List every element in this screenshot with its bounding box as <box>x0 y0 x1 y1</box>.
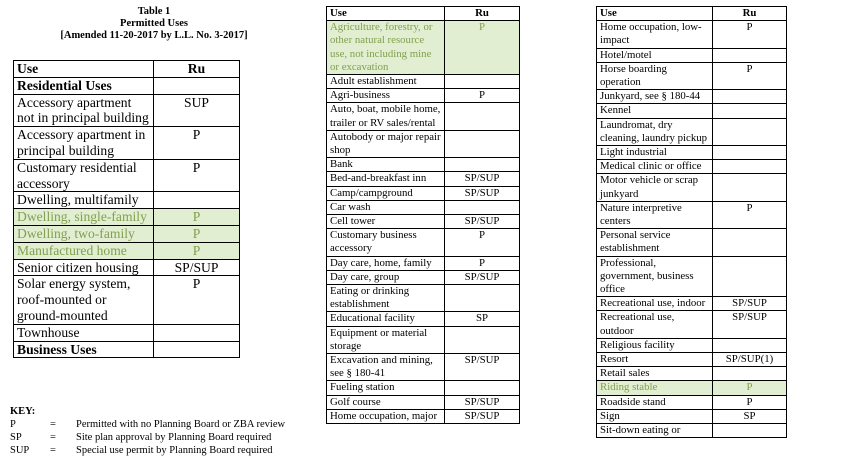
table-row <box>327 21 520 75</box>
key-equals: = <box>50 419 56 430</box>
ru-cell: SP <box>713 409 787 423</box>
use-cell: Riding stable <box>597 381 713 395</box>
table-row <box>327 270 520 284</box>
ru-cell: SP/SUP(1) <box>713 353 787 367</box>
ru-cell <box>445 200 520 214</box>
header-row <box>597 7 787 21</box>
key-row-sp <box>10 431 285 444</box>
table-row <box>14 192 240 209</box>
table-row <box>597 353 787 367</box>
table-row <box>597 256 787 297</box>
header-use: Use <box>327 7 445 21</box>
ru-cell <box>154 341 240 358</box>
ru-cell <box>445 130 520 157</box>
key-description: Special use permit by Planning Board required <box>76 445 273 456</box>
use-cell: Fueling station <box>327 381 445 395</box>
ru-cell <box>713 424 787 438</box>
use-cell: Horse boarding operation <box>597 62 713 89</box>
ru-cell: SP/SUP <box>713 311 787 338</box>
ru-cell: P <box>154 127 240 160</box>
header-use: Use <box>14 61 154 78</box>
permitted-uses-table-1 <box>13 60 240 358</box>
ru-cell: P <box>713 201 787 228</box>
table-title: Table 1 <box>137 6 171 17</box>
ru-cell <box>154 192 240 209</box>
key-description: Site plan approval by Planning Board required <box>76 432 272 443</box>
table-row <box>327 215 520 229</box>
ru-cell: P <box>154 225 240 242</box>
ru-cell <box>713 229 787 256</box>
ru-cell <box>713 104 787 118</box>
use-cell: Auto, boat, mobile home, trailer or RV sales/rental <box>327 103 445 130</box>
table-row <box>327 381 520 395</box>
use-cell: Sit-down eating or <box>597 424 713 438</box>
use-cell: Car wash <box>327 200 445 214</box>
use-cell: Camp/campground <box>327 186 445 200</box>
table-row <box>597 311 787 338</box>
ru-cell: SP/SUP <box>445 354 520 381</box>
section-label: Residential Uses <box>14 77 154 94</box>
use-cell: Home occupation, major <box>327 409 445 423</box>
table-row <box>597 146 787 160</box>
ru-cell: SUP <box>154 94 240 127</box>
table-row <box>14 276 240 324</box>
ru-cell <box>713 118 787 145</box>
use-cell: Retail sales <box>597 367 713 381</box>
legend-key <box>10 405 285 457</box>
use-cell: Equipment or material storage <box>327 326 445 353</box>
use-cell: Bank <box>327 158 445 172</box>
ru-cell: SP/SUP <box>713 297 787 311</box>
ru-cell: SP/SUP <box>445 270 520 284</box>
table-row <box>14 94 240 127</box>
header-row <box>327 7 520 21</box>
use-cell: Motor vehicle or scrap junkyard <box>597 174 713 201</box>
table-row <box>597 338 787 352</box>
use-cell: Customary business accessory <box>327 229 445 256</box>
use-cell: Day care, group <box>327 270 445 284</box>
ru-cell <box>445 75 520 89</box>
use-cell: Personal service establishment <box>597 229 713 256</box>
use-cell: Excavation and mining, see § 180-41 <box>327 354 445 381</box>
ru-cell: SP/SUP <box>445 172 520 186</box>
table-row <box>597 229 787 256</box>
use-cell: Manufactured home <box>14 242 154 259</box>
table-row <box>597 104 787 118</box>
use-cell: Kennel <box>597 104 713 118</box>
use-cell: Hotel/motel <box>597 48 713 62</box>
amendment-note: [Amended 11-20-2017 by L.L. No. 3-2017] <box>60 30 248 41</box>
ru-cell <box>445 158 520 172</box>
table-row <box>327 409 520 423</box>
ru-cell <box>445 381 520 395</box>
table-row <box>597 409 787 423</box>
table-row <box>327 158 520 172</box>
header-use: Use <box>597 7 713 21</box>
ru-cell: P <box>713 381 787 395</box>
use-cell: Educational facility <box>327 312 445 326</box>
use-cell: Senior citizen housing <box>14 259 154 276</box>
use-cell: Home occupation, low-impact <box>597 21 713 48</box>
ru-cell <box>713 90 787 104</box>
use-cell: Accessory apartment in principal building <box>14 127 154 160</box>
ru-cell: P <box>154 159 240 192</box>
table-row <box>14 225 240 242</box>
use-cell: Light industrial <box>597 146 713 160</box>
use-cell: Roadside stand <box>597 395 713 409</box>
table-row <box>327 186 520 200</box>
use-cell: Medical clinic or office <box>597 160 713 174</box>
header-ru: Ru <box>713 7 787 21</box>
use-cell: Laundromat, dry cleaning, laundry pickup <box>597 118 713 145</box>
table-row <box>597 201 787 228</box>
table-row <box>327 285 520 312</box>
section-label: Business Uses <box>14 341 154 358</box>
ru-cell: SP/SUP <box>445 395 520 409</box>
ru-cell <box>713 174 787 201</box>
ru-cell: SP/SUP <box>445 409 520 423</box>
key-code: SUP <box>10 445 30 456</box>
key-title: KEY: <box>10 406 36 417</box>
ru-cell <box>713 160 787 174</box>
use-cell: Adult establishment <box>327 75 445 89</box>
ru-cell: P <box>154 242 240 259</box>
table-row <box>327 395 520 409</box>
ru-cell: P <box>445 229 520 256</box>
key-equals: = <box>50 445 56 456</box>
use-cell: Religious facility <box>597 338 713 352</box>
table-row <box>327 130 520 157</box>
table-row <box>327 75 520 89</box>
table-row <box>597 90 787 104</box>
use-cell: Resort <box>597 353 713 367</box>
table-row <box>327 172 520 186</box>
use-cell: Customary residential accessory <box>14 159 154 192</box>
ru-cell <box>713 48 787 62</box>
ru-cell: SP/SUP <box>445 215 520 229</box>
ru-cell: P <box>445 256 520 270</box>
table-row <box>14 159 240 192</box>
table-row <box>14 259 240 276</box>
key-description: Permitted with no Planning Board or ZBA review <box>76 419 286 430</box>
ru-cell: P <box>713 21 787 48</box>
table-row <box>597 160 787 174</box>
table-row <box>597 118 787 145</box>
use-cell: Recreational use, outdoor <box>597 311 713 338</box>
ru-cell <box>713 146 787 160</box>
header-ru: Ru <box>154 61 240 78</box>
use-cell: Townhouse <box>14 324 154 341</box>
table-row <box>597 174 787 201</box>
table-row <box>327 200 520 214</box>
ru-cell: P <box>154 209 240 226</box>
use-cell: Day care, home, family <box>327 256 445 270</box>
use-cell: Autobody or major repair shop <box>327 130 445 157</box>
ru-cell: P <box>445 89 520 103</box>
use-cell: Dwelling, two-family <box>14 225 154 242</box>
use-cell: Solar energy system, roof-mounted or ground-mounted <box>14 276 154 324</box>
ru-cell: P <box>713 395 787 409</box>
ru-cell <box>445 285 520 312</box>
use-cell: Accessory apartment not in principal building <box>14 94 154 127</box>
use-cell: Eating or drinking establishment <box>327 285 445 312</box>
use-cell: Nature interpretive centers <box>597 201 713 228</box>
use-cell: Recreational use, indoor <box>597 297 713 311</box>
use-cell: Dwelling, single-family <box>14 209 154 226</box>
table-row <box>14 127 240 160</box>
table-heading <box>20 6 288 42</box>
table-row <box>597 21 787 48</box>
ru-cell <box>713 367 787 381</box>
use-cell: Agriculture, forestry, or other natural resource use, not including mine or excavation <box>327 21 445 75</box>
key-row-p <box>10 418 285 431</box>
table-row <box>597 424 787 438</box>
ru-cell <box>713 338 787 352</box>
use-cell: Sign <box>597 409 713 423</box>
ru-cell: P <box>154 276 240 324</box>
table-row <box>14 324 240 341</box>
use-cell: Dwelling, multifamily <box>14 192 154 209</box>
table-row <box>597 48 787 62</box>
ru-cell: P <box>713 62 787 89</box>
key-equals: = <box>50 432 56 443</box>
use-cell: Junkyard, see § 180-44 <box>597 90 713 104</box>
ru-cell <box>154 324 240 341</box>
section-row <box>14 341 240 358</box>
key-code: P <box>10 419 16 430</box>
ru-cell <box>445 326 520 353</box>
table-row <box>597 381 787 395</box>
use-cell: Cell tower <box>327 215 445 229</box>
key-row-sup <box>10 444 285 457</box>
header-row <box>14 61 240 78</box>
table-row <box>327 354 520 381</box>
table-row <box>597 297 787 311</box>
table-row <box>597 62 787 89</box>
section-row <box>14 77 240 94</box>
table-row <box>597 395 787 409</box>
table-row <box>327 103 520 130</box>
ru-cell <box>713 256 787 297</box>
header-ru: Ru <box>445 7 520 21</box>
ru-cell: P <box>445 21 520 75</box>
ru-cell <box>445 103 520 130</box>
use-cell: Golf course <box>327 395 445 409</box>
ru-cell: SP/SUP <box>154 259 240 276</box>
table-row <box>327 229 520 256</box>
use-cell: Bed-and-breakfast inn <box>327 172 445 186</box>
table-row <box>14 242 240 259</box>
use-cell: Professional, government, business office <box>597 256 713 297</box>
permitted-uses-table-3 <box>596 6 787 438</box>
table-row <box>14 209 240 226</box>
key-code: SP <box>10 432 22 443</box>
table-row <box>327 312 520 326</box>
table-subtitle: Permitted Uses <box>120 18 188 29</box>
table-row <box>327 89 520 103</box>
ru-cell: SP/SUP <box>445 186 520 200</box>
permitted-uses-table-2 <box>326 6 520 424</box>
ru-cell <box>154 77 240 94</box>
ru-cell: SP <box>445 312 520 326</box>
table-row <box>327 256 520 270</box>
table-row <box>327 326 520 353</box>
use-cell: Agri-business <box>327 89 445 103</box>
table-row <box>597 367 787 381</box>
